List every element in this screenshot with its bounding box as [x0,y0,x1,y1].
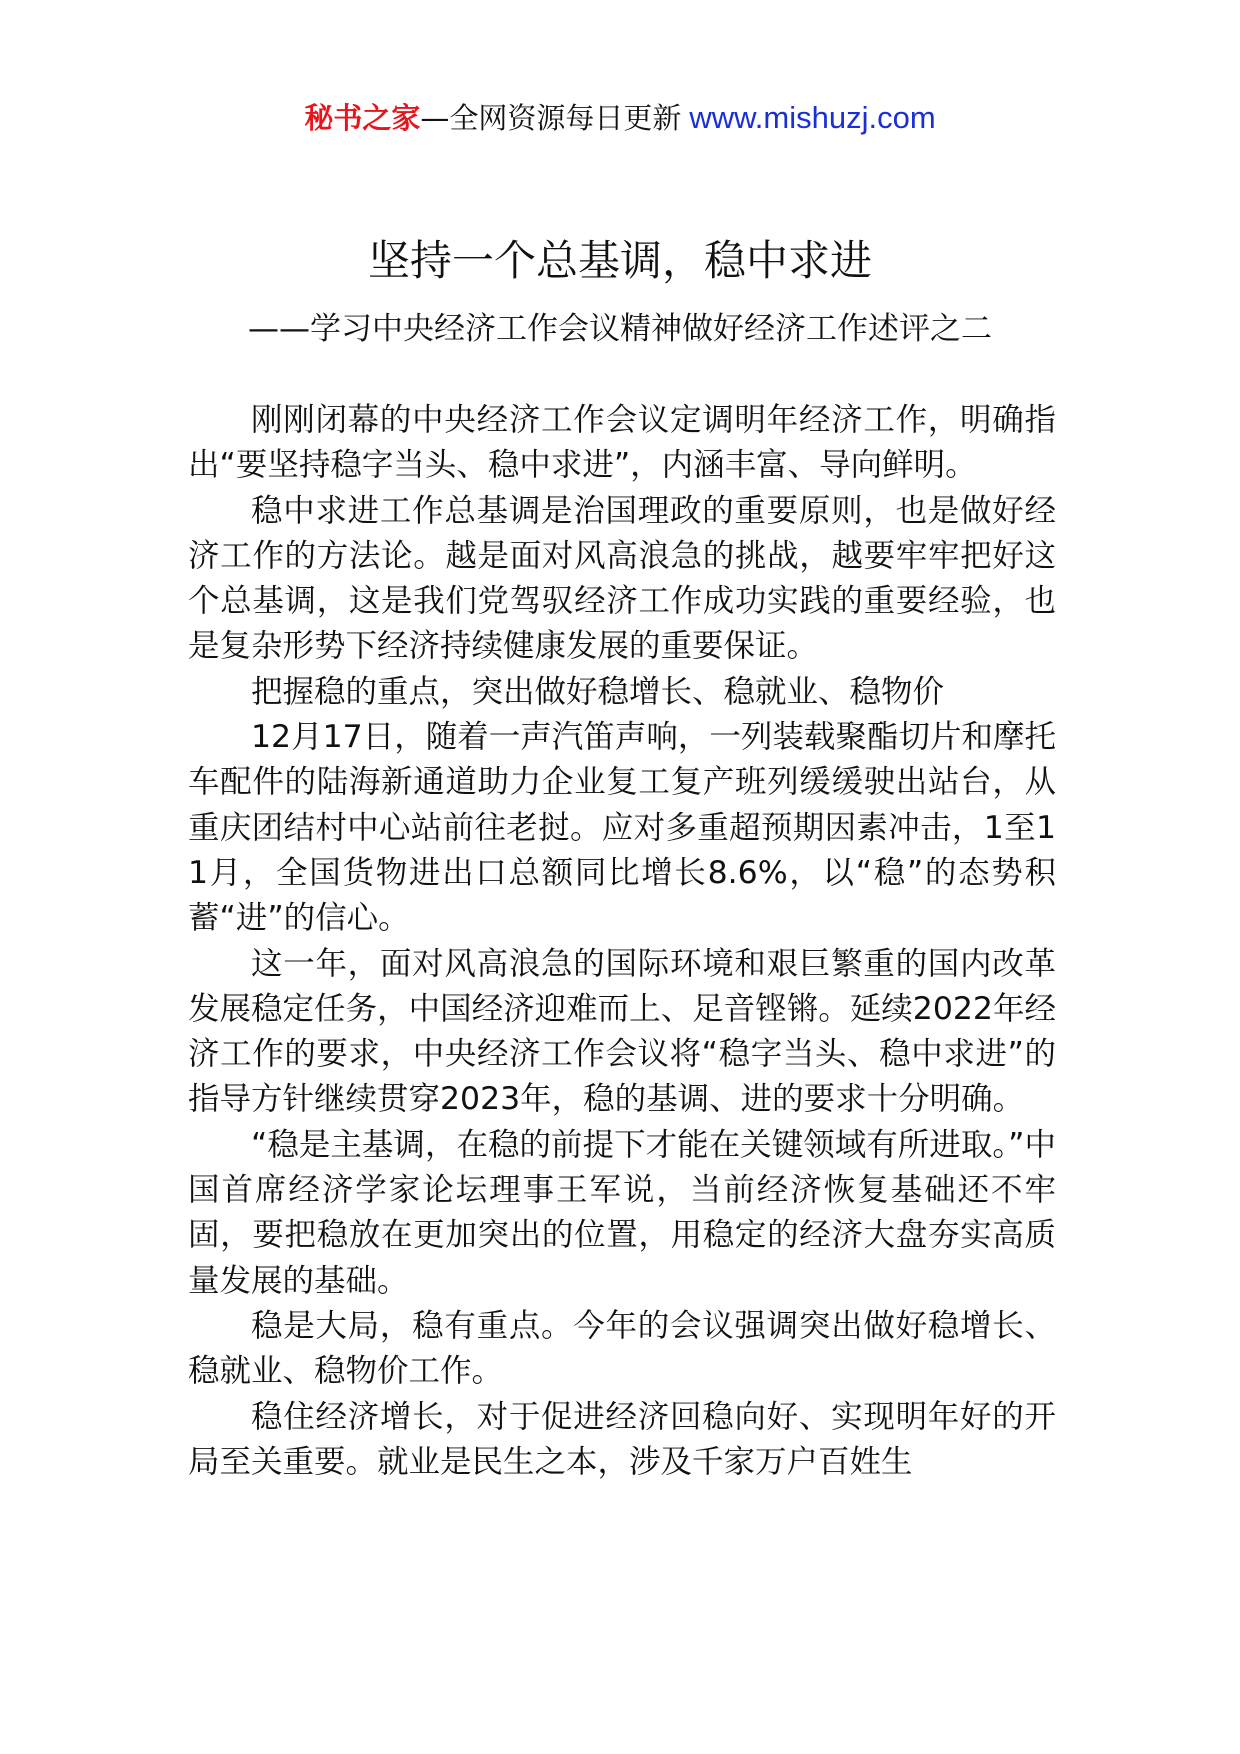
paragraph: “稳是主基调，在稳的前提下才能在关键领域有所进取。”中国首席经济学家论坛理事王军说，当前经济恢复基础还不牢固，要把稳放在更加突出的位置，用稳定的经济大盘夯实高质量发展的基础。 [188,1126,1056,1299]
article-body [188,398,1056,1485]
paragraph: 稳中求进工作总基调是治国理政的重要原则，也是做好经济工作的方法论。越是面对风高浪急的挑战，越要牢牢把好这个总基调，这是我们党驾驭经济工作成功实践的重要经验，也是复杂形势下经济持续健康发展的重要保证。 [188,492,1056,665]
article-subtitle: ——学习中央经济工作会议精神做好经济工作述评之二 [248,311,992,347]
paragraph: 这一年，面对风高浪急的国际环境和艰巨繁重的国内改革发展稳定任务，中国经济迎难而上、足音铿锵。延续2022年经济工作的要求，中央经济工作会议将“稳字当头、稳中求进”的指导方针继续贯穿2023年，稳的基调、进的要求十分明确。 [188,945,1056,1118]
brand-name: 秘书之家 [304,101,421,135]
paragraph: 稳是大局，稳有重点。今年的会议强调突出做好稳增长、稳就业、稳物价工作。 [188,1307,1056,1390]
site-header [0,98,1240,138]
header-slogan: —全网资源每日更新 [420,101,682,135]
paragraph: 刚刚闭幕的中央经济工作会议定调明年经济工作，明确指出“要坚持稳字当头、稳中求进”，内涵丰富、导向鲜明。 [188,402,1056,484]
article-title: 坚持一个总基调，稳中求进 [367,236,872,285]
site-url-link[interactable]: www.mishuzj.com [689,100,936,135]
paragraph: 12月17日，随着一声汽笛声响，一列装载聚酯切片和摩托车配件的陆海新通道助力企业复工复产班列缓缓驶出站台，从重庆团结村中心站前往老挝。应对多重超预期因素冲击，1至11月，全国货物进出口总额同比增长8.6%，以“稳”的态势积蓄“进”的信心。 [188,719,1056,937]
paragraph: 稳住经济增长，对于促进经济回稳向好、实现明年好的开局至关重要。就业是民生之本，涉及千家万户百姓生 [188,1398,1056,1480]
section-heading: 把握稳的重点，突出做好稳增长、稳就业、稳物价 [251,673,945,710]
